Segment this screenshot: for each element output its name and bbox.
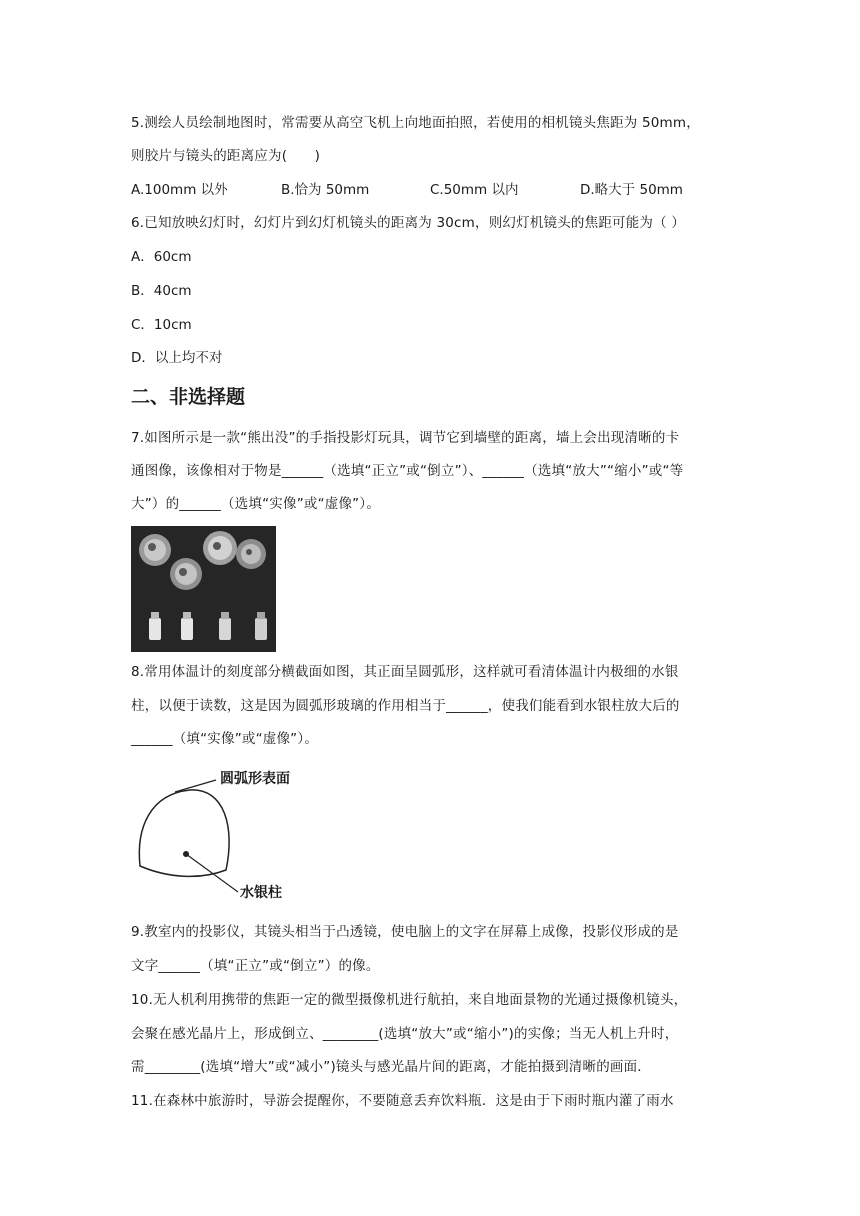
question-5-option-a: A.100mm 以外 — [131, 182, 228, 198]
cross-section-shape — [130, 768, 330, 910]
question-5-option-b: B.恰为 50mm — [281, 182, 370, 198]
projector-toy-photo-graphic — [131, 526, 276, 652]
question-11-line-1: 11.在森林中旅游时，导游会提醒你，不要随意丢弃饮料瓶．这是由于下雨时瓶内灌了雨水 — [131, 1093, 674, 1109]
question-6-option-a: A．60cm — [131, 249, 192, 265]
question-6-option-d: D．以上均不对 — [131, 350, 223, 366]
question-7-line-2: 通图像，该像相对于物是______（选填“正立”或“倒立”）、______（选填“放大”“缩小”或“等 — [131, 463, 684, 479]
question-7-line-1: 7.如图所示是一款“熊出没”的手指投影灯玩具，调节它到墙壁的距离，墙上会出现清晰的卡 — [131, 430, 680, 446]
label-arc-surface: 圆弧形表面 — [220, 771, 290, 787]
question-9-line-2: 文字______（填“正立”或“倒立”）的像。 — [131, 958, 380, 974]
question-10-line-2: 会聚在感光晶片上，形成倒立、________(选填“放大”或“缩小”)的实像；当无人机上升时， — [131, 1026, 679, 1042]
projector-toy-photo — [131, 526, 276, 652]
question-6-option-c: C．10cm — [131, 317, 192, 333]
section-heading: 二、非选择题 — [131, 386, 246, 408]
question-5-line-1: 5.测绘人员绘制地图时，常需要从高空飞机上向地面拍照，若使用的相机镜头焦距为 50mm， — [131, 115, 700, 131]
question-5-option-d: D.略大于 50mm — [580, 182, 683, 198]
question-8-line-2: 柱，以便于读数，这是因为圆弧形玻璃的作用相当于______，使我们能看到水银柱放大后的 — [131, 698, 680, 714]
question-6-option-b: B．40cm — [131, 283, 192, 299]
question-8-line-1: 8.常用体温计的刻度部分横截面如图，其正面呈圆弧形，这样就可看清体温计内极细的水银 — [131, 664, 679, 680]
question-6-line-1: 6.已知放映幻灯时，幻灯片到幻灯机镜头的距离为 30cm，则幻灯机镜头的焦距可能为（ ） — [131, 215, 686, 231]
label-mercury-column: 水银柱 — [240, 885, 282, 901]
question-9-line-1: 9.教室内的投影仪，其镜头相当于凸透镜，使电脑上的文字在屏幕上成像，投影仪形成的是 — [131, 924, 679, 940]
question-10-line-3: 需________(选填“增大”或“减小”)镜头与感光晶片间的距离，才能拍摄到清晰的画面. — [131, 1059, 642, 1075]
question-5-option-c: C.50mm 以内 — [430, 182, 519, 198]
question-5-line-2: 则胶片与镜头的距离应为( ) — [131, 148, 321, 164]
thermometer-cross-section-diagram — [130, 768, 330, 910]
question-8-line-3: ______（填“实像”或“虚像”）。 — [131, 731, 319, 747]
question-7-line-3: 大”）的______（选填“实像”或“虚像”）。 — [131, 496, 381, 512]
question-10-line-1: 10.无人机利用携带的焦距一定的微型摄像机进行航拍，来自地面景物的光通过摄像机镜头， — [131, 992, 688, 1008]
